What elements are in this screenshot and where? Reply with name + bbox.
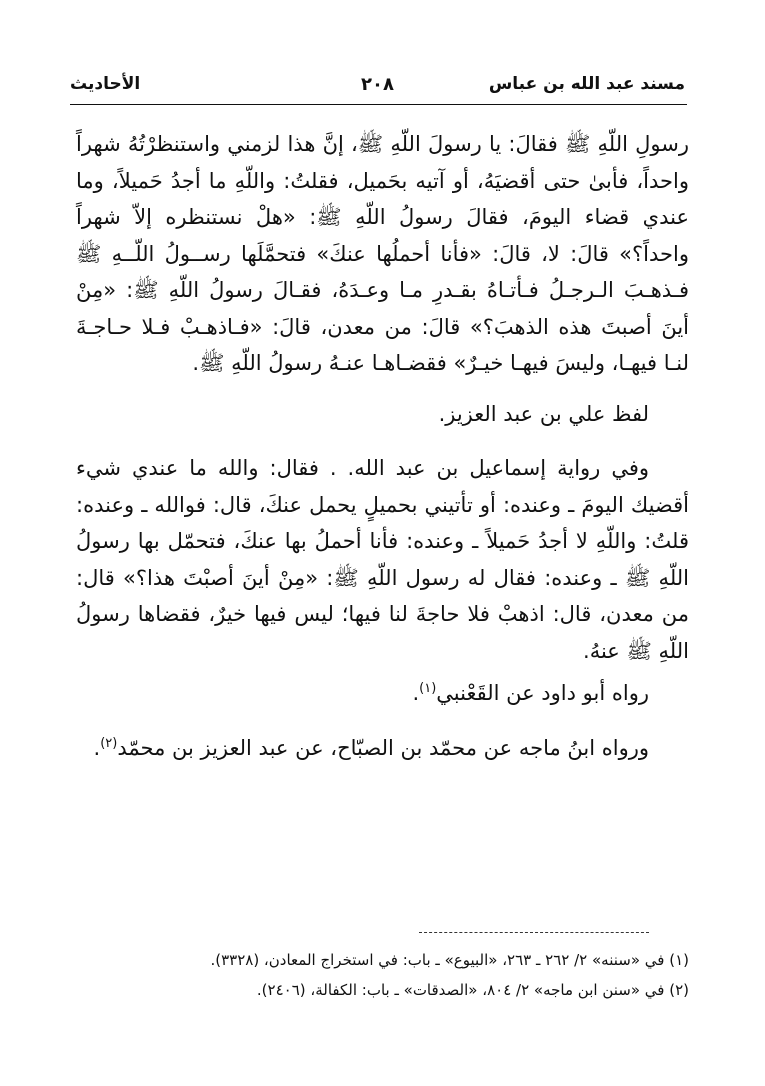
main-text	[76, 126, 689, 766]
abu-dawud-text: رواه أبو داود عن القَعْنبي	[436, 681, 649, 705]
section-title: الأحاديث	[70, 74, 141, 94]
running-title: مسند عبد الله بن عباس	[488, 74, 685, 94]
footnote-divider	[419, 932, 649, 933]
paragraph-ibn-majah	[76, 730, 689, 767]
ibn-majah-text: ورواه ابنُ ماجه عن محمّد بن الصبّاح، عن عبد العزيز بن محمّد	[117, 735, 649, 760]
footnote-1: (١) في «سننه» ٢/ ٢٦٢ ـ ٢٦٣، «البيوع» ـ باب: في استخراج المعادن، (٣٣٢٨).	[210, 951, 689, 969]
ibn-majah-end: .	[93, 735, 101, 760]
page-header	[70, 74, 685, 104]
abu-dawud-end: .	[412, 681, 420, 705]
paragraph-narration: وفي رواية إسماعيل بن عبد الله. . فقال: والله ما عندي شيء أقضيك اليومَ ـ وعنده: أو تأتيني بحميلٍ يحمل عنكَ، قال: فوالله ـ وعنده: قلتُ: واللّهِ لا أجدُ حَميلاً ـ وعنده: فأنا أحملُ بها عنكَ، فتحمّل بها رسولُ اللّهِ ﷺ ـ وعنده: فقال له رسول اللّهِ ﷺ: «مِنْ أينَ أصبْتَ هذا؟» قال: من معدن، قال: اذهبْ فلا حاجةَ لنا فيها؛ ليس فيها خيرٌ، فقضاها رسولُ اللّهِ ﷺ عنهُ.	[76, 456, 689, 663]
footnote-ref-1: (١)	[419, 681, 437, 696]
footnotes	[100, 945, 689, 1005]
footnote-ref-2: (٢)	[100, 735, 118, 751]
header-divider	[70, 104, 687, 105]
paragraph-abu-dawud	[76, 675, 689, 712]
paragraph-hadith: رسولِ اللّهِ ﷺ فقالَ: يا رسولَ اللّهِ ﷺ، إنَّ هذا لزمني واستنظرْتُهُ شهراً واحداً، فأبىٰ حتى أقضيَهُ، أو آتيه بحَميل، فقلتُ: واللّهِ ما أجدُ حَميلاً، وما عندي قضاء اليومَ، فقالَ رسولُ اللّهِ ﷺ: «هلْ نستنظره إلاّ شهراً واحداً؟» قالَ: لا، قالَ: «فأنا أحملُها عنكَ» فتحمَّلَها رســولُ اللّــهِ ﷺ فـذهـبَ الـرجـلُ فـأتـاهُ بقـدرِ مـا وعـدَهُ، فقـالَ رسولُ اللّهِ ﷺ: «مِنْ أينَ أصبتَ هذه الذهبَ؟» قالَ: من معدن، قالَ: «فـاذهـبْ فـلا حـاجـةَ لنـا فيهـا، وليسَ فيهـا خيـرٌ» فقضـاهـا عنـهُ رسولُ اللّهِ ﷺ.	[76, 132, 689, 375]
footnote-2: (٢) في «سنن ابن ماجه» ٢/ ٨٠٤، «الصدقات» ـ باب: الكفالة، (٢٤٠٦).	[256, 981, 689, 999]
paragraph-wording: لفظ علي بن عبد العزيز.	[438, 401, 649, 426]
page-number: ٢٠٨	[361, 74, 394, 95]
